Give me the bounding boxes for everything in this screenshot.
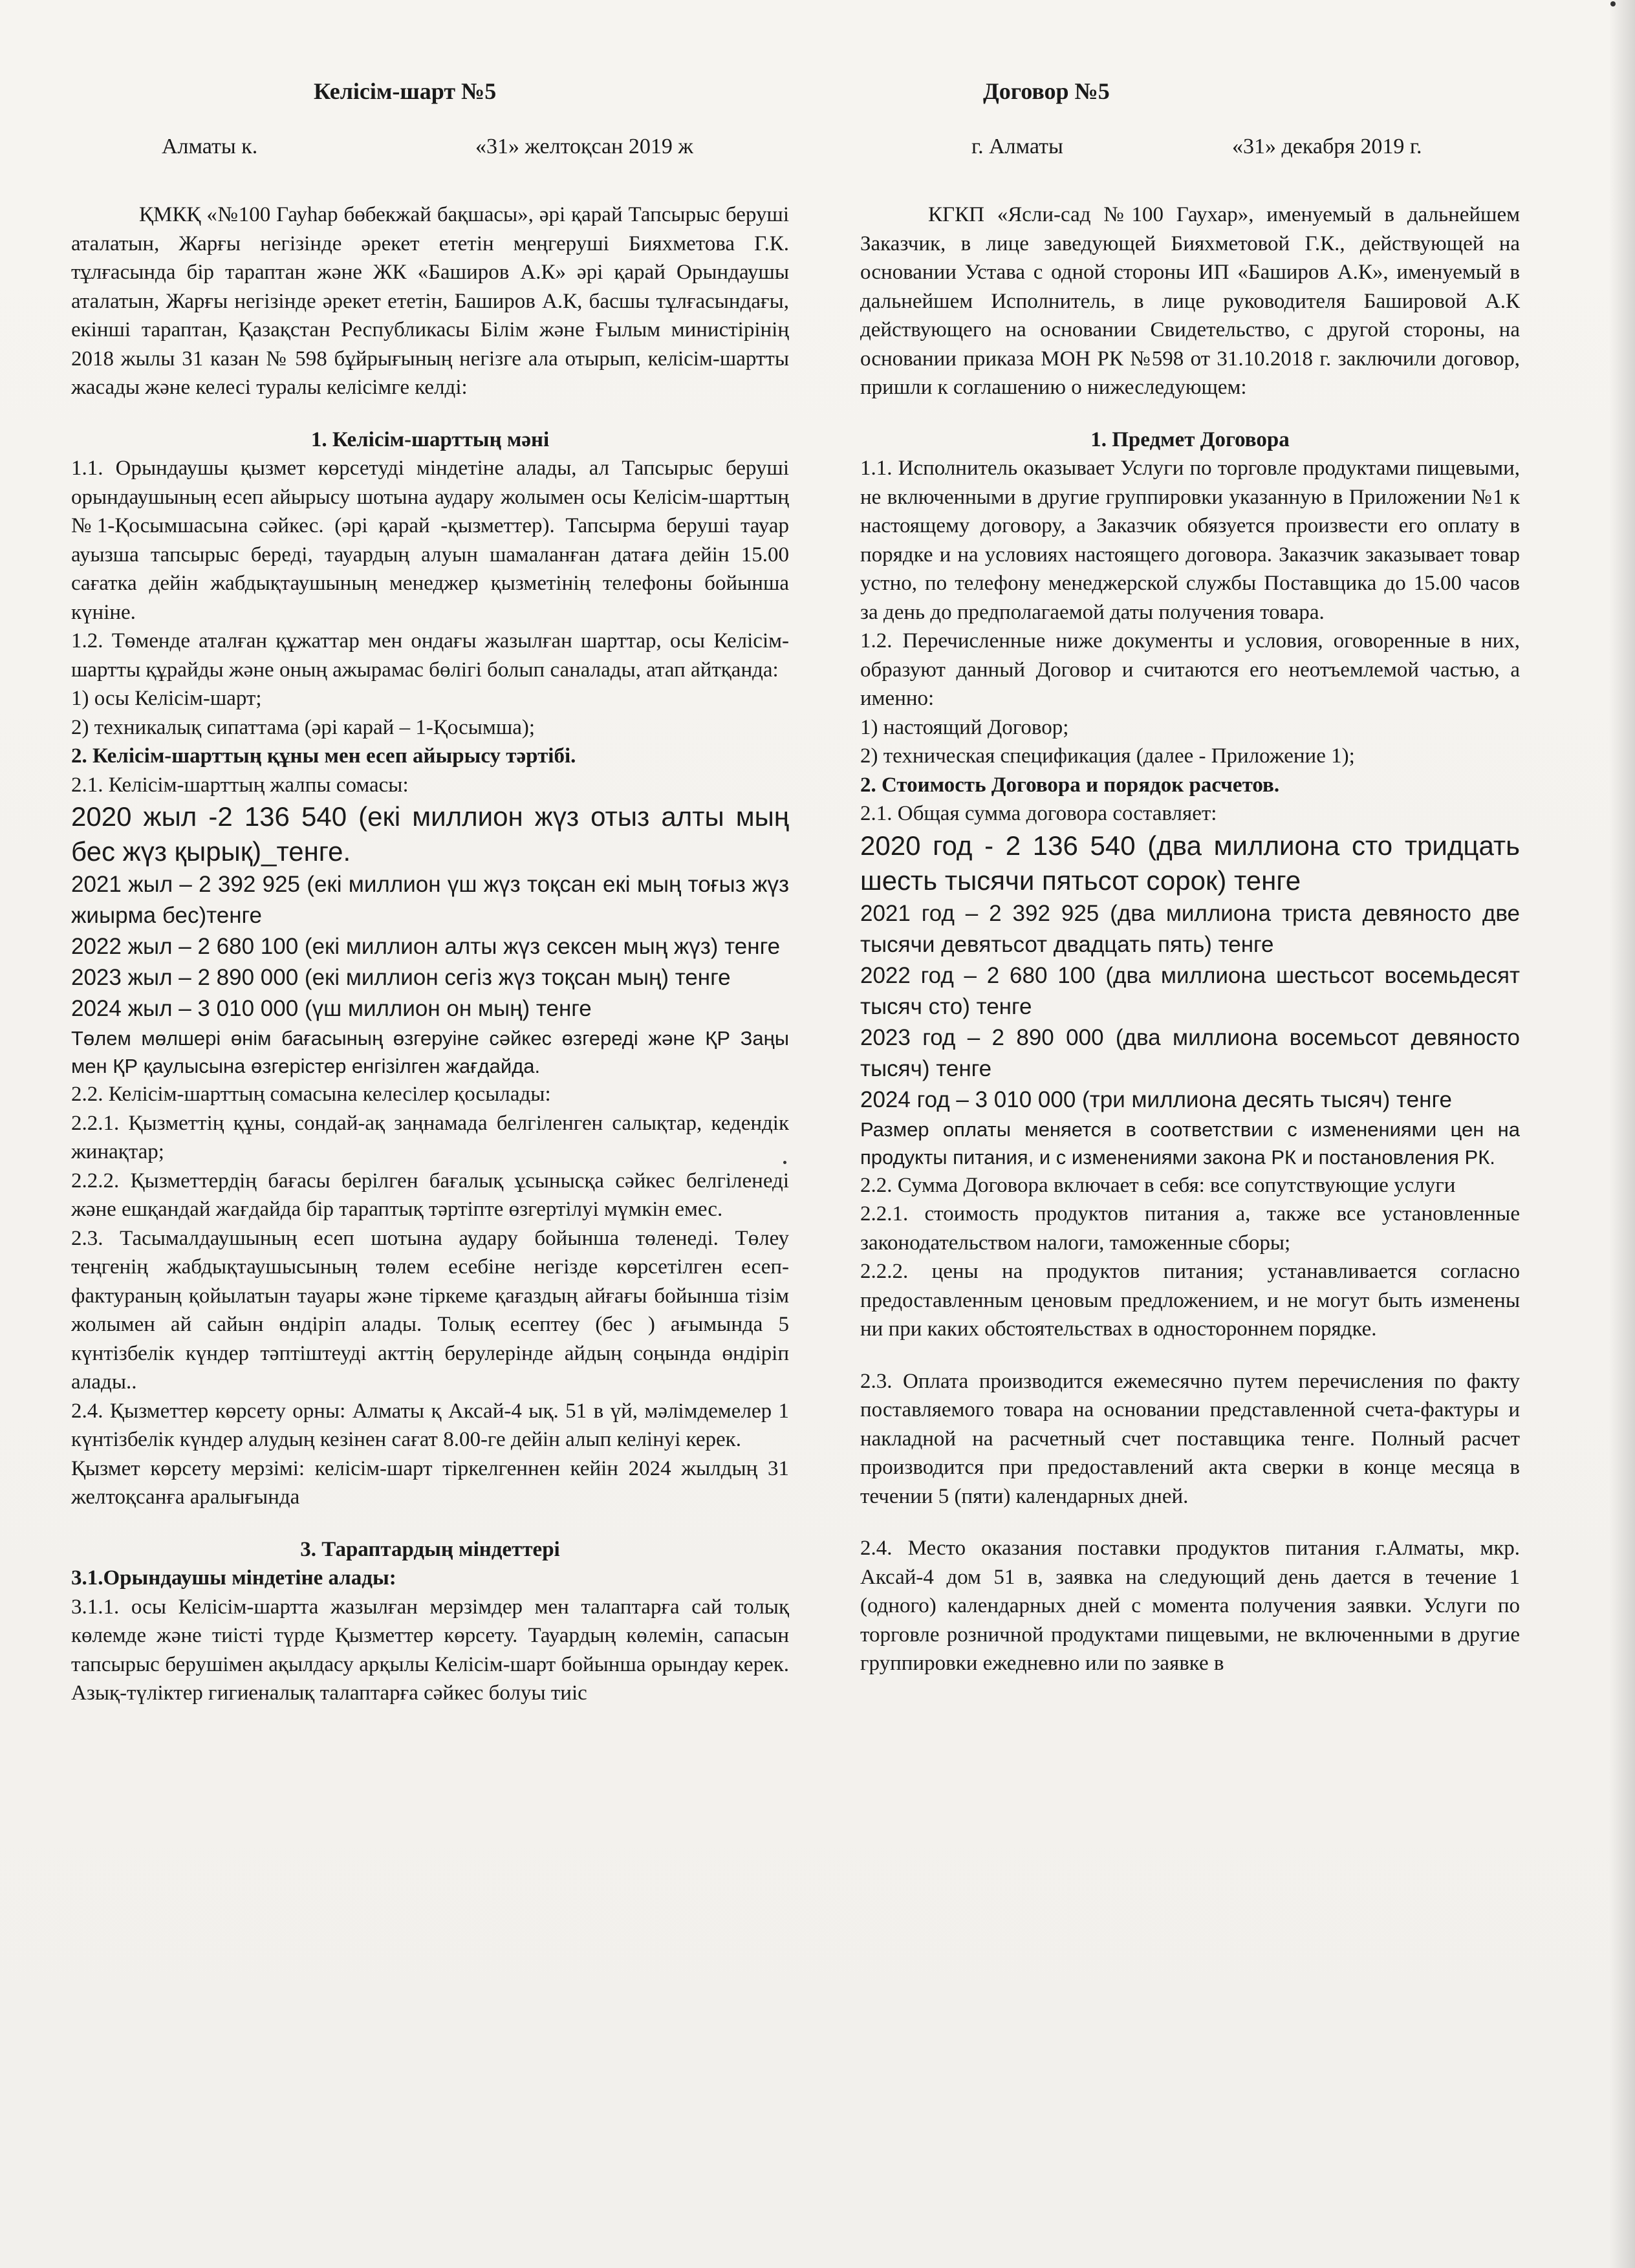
ru-amount-2021: 2021 год – 2 392 925 (два миллиона триста девяносто две тысячи девятьсот двадцать пять) тенге xyxy=(860,900,1520,957)
kz-clause-1-1: 1.1. Орындаушы қызмет көрсетуді міндетіне алады, ал Тапсырыс беруші орындаушының есеп айырысу шотына аудару жолымен осы Келісім-шарттың №1-Қосымшасына сәйкес. (әрі қарай -қызметтер). Тапсырма беруші тауар ауызша тапсырыс береді, тауардың алуын шамаланған датаға дейін 15.00 сағатка дейін жабдықтаушының менеджер қызметінің телефоны бойынша күніне. xyxy=(71,457,789,624)
ru-clause-2-2-2: 2.2.2. цены на продуктов питания; устанавливается согласно предоставленным ценовым предложением, и не могут быть изменены ни при каких обстоятельствах в одностороннем порядке. xyxy=(860,1260,1520,1341)
kz-clause-1-2a: 1) осы Келісім-шарт; xyxy=(71,687,262,710)
ru-spacer xyxy=(860,1344,1520,1367)
kz-clause-1-2b: 2) техникалық сипаттама (әрі карай – 1-Қосымша); xyxy=(71,715,536,739)
scan-edge-shadow xyxy=(1609,0,1635,2268)
ru-date: «31» декабря 2019 г. xyxy=(1232,135,1422,158)
ru-clause-1-2b: 2) техническая спецификация (далее - Приложение 1); xyxy=(860,744,1355,768)
scan-speck xyxy=(1610,1,1616,6)
kz-body xyxy=(71,200,789,1708)
ru-clause-2-2-1: 2.2.1. стоимость продуктов питания а, также все установленные законодательством налоги, таможенные сборы; xyxy=(860,1202,1520,1255)
kz-amount-2022: 2022 жыл – 2 680 100 (екі миллион алты жүз сексен мың жүз) тенге xyxy=(71,934,781,959)
kz-service-term: Қызмет көрсету мерзімі: келісім-шарт тіркелгеннен кейін 2024 жылдың 31 желтоқсанға аралығында xyxy=(71,1456,789,1509)
ru-intro: КГКП «Ясли-сад №100 Гаухар», именуемый в дальнейшем Заказчик, в лице заведующей Бияхметовой Г.К., действующей на основании Устава с одной стороны ИП «Баширов А.К», именуемый в дальнейшем Исполнитель, в лице руководителя Башировой А.К действующего на основании Свидетельство, с другой стороны, на основании приказа МОН РК №598 от 31.10.2018 г. заключили договор, пришли к соглашению о нижеследующем: xyxy=(860,203,1520,399)
ru-clause-2-2: 2.2. Сумма Договора включает в себя: все сопутствующие услуги xyxy=(860,1173,1456,1197)
ru-body xyxy=(860,200,1520,1678)
kz-clause-2-2-1: 2.2.1. Қызметтің құны, сондай-ақ заңнамада белгіленген салықтар, кедендік жинақтар; xyxy=(71,1111,789,1163)
ru-clause-1-1: 1.1. Исполнитель оказывает Услуги по торговле продуктами пищевыми, не включенными в другие группировки указанную в Приложении №1 к настоящему договору, а Заказчик обязуется произвести его оплату в порядке и на условиях настоящего договора. Заказчик заказывает товар устно, по телефону менеджерской службы Поставщика до 15.00 часов за день до предполагаемой даты получения товара. xyxy=(860,457,1520,624)
kz-section-1-heading: 1. Келісім-шарттың мәні xyxy=(310,427,550,451)
kz-section-2-heading: 2. Келісім-шарттың құны мен есеп айырысу тәртібі. xyxy=(71,744,576,768)
ru-clause-1-2a: 1) настоящий Договор; xyxy=(860,715,1069,739)
kz-amount-2020: 2020 жыл -2 136 540 (екі миллион жүз отыз алты мың бес жүз қырық)_тенге. xyxy=(71,801,789,867)
kz-clause-2-1: 2.1. Келісім-шарттың жалпы сомасы: xyxy=(71,773,409,797)
scan-speck xyxy=(783,1161,786,1164)
ru-amount-2024: 2024 год – 3 010 000 (три миллиона десять тысяч) тенге xyxy=(860,1086,1452,1112)
ru-clause-2-1: 2.1. Общая сумма договора составляет: xyxy=(860,802,1217,825)
kz-clause-1-2: 1.2. Төменде аталған құжаттар мен ондағы жазылған шарттар, осы Келісім-шартты құрайды және оның ажырамас бөлігі болып саналады, атап айтқанда: xyxy=(71,629,789,682)
ru-amount-2023: 2023 год – 2 890 000 (два миллиона восемьсот девяносто тысяч) тенге xyxy=(860,1024,1520,1081)
ru-spacer xyxy=(860,1511,1520,1534)
kz-clause-2-2: 2.2. Келісім-шарттың сомасына келесілер қосылады: xyxy=(71,1083,551,1106)
ru-clause-2-4: 2.4. Место оказания поставки продуктов питания г.Алматы, мкр. Аксай-4 дом 51 в, заявка на следующий день дается в течение 1 (одного) календарных дней с момента получения заявки. Услуги по торговле розничной продуктами пищевыми, не включенными в другие группировки ежедневно или по заявке в xyxy=(860,1537,1520,1675)
kz-clause-2-4: 2.4. Қызметтер көрсету орны: Алматы қ Аксай-4 ық. 51 в үй, мәлімдемелер 1 күнтізбелік күндер алудың кезінен сағат 8.00-ге дейін алып келінуі керек. xyxy=(71,1399,789,1451)
kz-clause-3-1-heading: 3.1.Орындаушы міндетіне алады: xyxy=(71,1566,396,1590)
ru-clause-1-2: 1.2. Перечисленные ниже документы и условия, оговоренные в них, образуют данный Договор и считаются его неотъемлемой частью, а именно: xyxy=(860,629,1520,710)
kz-clause-2-3: 2.3. Тасымалдаушының есеп шотына аудару бойынша төленеді. Төлеу теңгенің жабдықтаушысының төлем есебіне негізде көрсетілген есеп-фактураның қойылатын тауары және тіркеме қағаздың айғағы бойынша тізім жолымен ай сайын өндіріп алады. Толық есептеу (бес ) ағымында 5 күнтізбелік күндер тәптіштеуді акттің берулерінде айдың соңында өндіріп алады.. xyxy=(71,1226,789,1394)
kz-clause-2-2-2: 2.2.2. Қызметтердің бағасы берілген бағалық ұсынысқа сәйкес белгіленеді және ешқандай жағдайда бір тараптық тәртіпте өзгертілуі мүмкін емес. xyxy=(71,1169,789,1221)
kz-clause-3-1-1: 3.1.1. осы Келісім-шартта жазылған мерзімдер мен талаптарға сай толық көлемде және тиісті түрде Қызметтер көрсету. Тауардың көлемін, сапасын тапсырыс берушімен ақылдасу арқылы Келісім-шарт бойынша орындау керек. Азық-түліктер гигиеналық талаптарға сәйкес болуы тиіс xyxy=(71,1595,789,1705)
kz-section-3-heading: 3. Тараптардың міндеттері xyxy=(300,1537,560,1561)
kz-date: «31» желтоқсан 2019 ж xyxy=(475,135,693,158)
ru-title: Договор №5 xyxy=(983,78,1110,104)
ru-price-change: Размер оплаты меняется в соответствии с изменениями цен на продукты питания, и с изменениями закона РК и постановления РК. xyxy=(860,1118,1520,1169)
kz-amount-2024: 2024 жыл – 3 010 000 (үш миллион он мың) тенге xyxy=(71,996,592,1021)
kz-title: Келісім-шарт №5 xyxy=(314,78,497,104)
ru-amount-2020: 2020 год - 2 136 540 (два миллиона сто тридцать шесть тысячи пятьсот сорок) тенге xyxy=(860,830,1520,896)
ru-clause-2-3: 2.3. Оплата производится ежемесячно путем перечисления по факту поставляемого товара на основании представленной счета-фактуры и накладной на расчетный счет поставщика тенге. Полный расчет производится при предоставлений акта сверки в конце месяца в течении 5 (пяти) календарных дней. xyxy=(860,1369,1520,1508)
kz-amount-2023: 2023 жыл – 2 890 000 (екі миллион сегіз жүз тоқсан мың) тенге xyxy=(71,965,731,990)
kz-city: Алматы к. xyxy=(162,135,258,158)
ru-section-1-heading: 1. Предмет Договора xyxy=(1090,427,1290,451)
kz-amount-2021: 2021 жыл – 2 392 925 (екі миллион үш жүз тоқсан екі мың тоғыз жүз жиырма бес)тенге xyxy=(71,872,789,928)
ru-city: г. Алматы xyxy=(971,135,1063,158)
kz-intro: ҚМКҚ «№100 Гауһар бөбекжай бақшасы», әрі қарай Тапсырыс беруші аталатын, Жарғы негізінде әрекет ететін меңгеруші Бияхметова Г.К. тұлғасында бір тараптан және ЖК «Баширов А.К» әрі қарай Орындаушы аталатын, Жарғы негізінде әрекет ететін, Баширов А.К, басшы тұлғасындағы, екінші тараптан, Қазақстан Республикасы Білім және Ғылым министірінің 2018 жылы 31 казан № 598 бұйрығының негізге ала отырып, келісім-шартты жасады және келесі туралы келісімге келді: xyxy=(71,203,789,399)
ru-section-2-heading: 2. Стоимость Договора и порядок расчетов. xyxy=(860,773,1280,797)
ru-amount-2022: 2022 год – 2 680 100 (два миллиона шестьсот восемьдесят тысяч сто) тенге xyxy=(860,962,1520,1019)
kz-price-change: Төлем мөлшері өнім бағасының өзгеруіне сәйкес өзгереді және ҚР Заңы мен ҚР қаулысына өзгерістер енгізілген жағдайда. xyxy=(71,1027,789,1077)
